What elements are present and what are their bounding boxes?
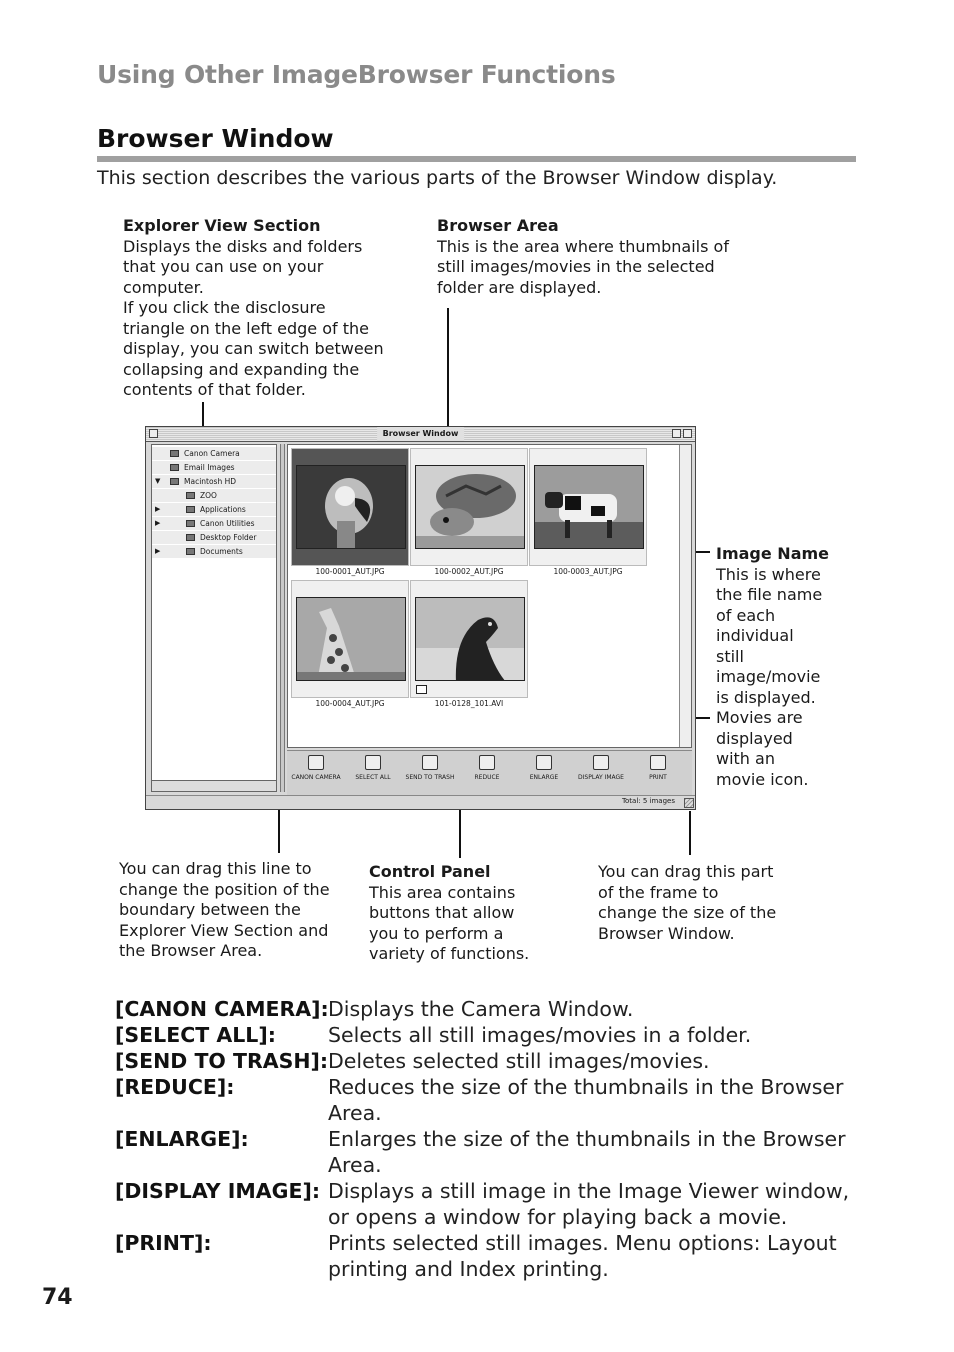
folder-icon bbox=[186, 506, 195, 513]
resize-handle-icon[interactable] bbox=[684, 798, 694, 808]
control-panel bbox=[287, 750, 692, 795]
disclosure-triangle-icon[interactable]: ▶ bbox=[155, 519, 161, 527]
callout-line: You can drag this part bbox=[598, 862, 774, 881]
definition-row bbox=[115, 1022, 855, 1048]
callout-line: triangle on the left edge of the bbox=[123, 318, 369, 338]
callout-line: Movies are bbox=[716, 708, 803, 727]
image-name: 100-0004_AUT.JPG bbox=[315, 699, 385, 708]
tree-item[interactable] bbox=[152, 461, 276, 475]
thumbnail-frame bbox=[529, 448, 647, 566]
image-name: 100-0003_AUT.JPG bbox=[553, 567, 623, 576]
control-button-canon-camera[interactable] bbox=[289, 755, 343, 781]
window-title: Browser Window bbox=[377, 427, 465, 441]
page-heading: Browser Window bbox=[97, 124, 334, 153]
tree-item-label: Documents bbox=[200, 547, 243, 556]
callout-title: Browser Area bbox=[437, 216, 559, 235]
movie-icon bbox=[416, 685, 427, 694]
definition-description: Displays a still image in the Image Viewer window, or opens a window for playing back a movie. bbox=[328, 1179, 850, 1229]
callout-line: display, you can switch between bbox=[123, 339, 384, 358]
callout-line: the Browser Area. bbox=[119, 941, 263, 960]
image-name: 100-0001_AUT.JPG bbox=[315, 567, 385, 576]
disclosure-triangle-icon[interactable]: ▶ bbox=[155, 505, 161, 513]
control-button-label: DISPLAY IMAGE bbox=[578, 774, 624, 781]
callout-lines bbox=[716, 565, 829, 791]
definition-term: [DISPLAY IMAGE]: bbox=[115, 1179, 321, 1203]
thumbnail-frame bbox=[291, 448, 409, 566]
heading-rule bbox=[97, 156, 856, 162]
button-definitions bbox=[115, 996, 855, 1282]
tree-item[interactable] bbox=[152, 447, 276, 461]
callout-line: Explorer View Section and bbox=[119, 920, 329, 940]
callout-line: you to perform a bbox=[369, 923, 504, 943]
callout-line: contents of that folder. bbox=[123, 380, 306, 399]
definition-term: [ENLARGE]: bbox=[115, 1127, 249, 1151]
image-name: 100-0002_AUT.JPG bbox=[434, 567, 504, 576]
callout-title: Image Name bbox=[716, 544, 830, 563]
callout-browser-area bbox=[437, 216, 729, 298]
callout-line: of each bbox=[716, 605, 776, 625]
browser-window bbox=[145, 426, 696, 810]
browser-scrollbar[interactable] bbox=[679, 445, 691, 747]
callout-line: still bbox=[716, 646, 744, 666]
control-button-print[interactable] bbox=[631, 755, 685, 781]
select-all-icon bbox=[365, 755, 381, 770]
callout-title: Control Panel bbox=[369, 862, 491, 881]
thumbnail-image bbox=[415, 465, 525, 549]
tree-item-label: Canon Utilities bbox=[200, 519, 255, 528]
tree-item-label: Email Images bbox=[184, 463, 235, 472]
callout-line: the file name bbox=[716, 585, 823, 604]
callout-line: displayed bbox=[716, 728, 793, 748]
callout-line: movie icon. bbox=[716, 769, 809, 789]
disclosure-triangle-icon[interactable]: ▶ bbox=[155, 547, 161, 555]
boundary-drag-line[interactable] bbox=[280, 444, 285, 792]
definition-term: [SELECT ALL]: bbox=[115, 1023, 276, 1047]
control-button-label: SELECT ALL bbox=[355, 774, 391, 781]
thumbnail-frame bbox=[291, 580, 409, 698]
trash-icon bbox=[422, 755, 438, 770]
thumbnail-cow[interactable] bbox=[529, 448, 647, 578]
explorer-scrollbar[interactable] bbox=[152, 780, 276, 791]
callout-line: This area contains bbox=[369, 882, 516, 902]
callout-line: folder are displayed. bbox=[437, 277, 602, 297]
control-button-select-all[interactable] bbox=[346, 755, 400, 781]
callout-lines bbox=[119, 859, 330, 962]
tree-item[interactable] bbox=[152, 531, 276, 545]
tree-item-label: ZOO bbox=[200, 491, 217, 500]
thumbnail-giraffe[interactable] bbox=[291, 580, 409, 710]
intro-text: This section describes the various parts of the Browser Window display. bbox=[97, 167, 778, 189]
thumbnail-image bbox=[534, 465, 644, 549]
thumbnail-tortoise[interactable] bbox=[410, 448, 528, 578]
thumbnail-image bbox=[296, 597, 406, 681]
definition-row bbox=[115, 1230, 855, 1282]
folder-icon bbox=[170, 450, 179, 457]
callout-drag-line bbox=[119, 859, 330, 962]
disclosure-triangle-icon[interactable]: ▼ bbox=[155, 477, 161, 485]
tree-item-label: Applications bbox=[200, 505, 246, 514]
callout-image-name bbox=[716, 544, 829, 790]
folder-icon bbox=[186, 548, 195, 555]
definition-description: Prints selected still images. Menu options: Layout printing and Index printing. bbox=[328, 1231, 837, 1281]
definition-term: [CANON CAMERA]: bbox=[115, 997, 329, 1021]
explorer-view bbox=[151, 444, 277, 792]
leader-drag-frame bbox=[689, 811, 691, 855]
folder-icon bbox=[186, 492, 195, 499]
definition-description: Reduces the size of the thumbnails in the Browser Area. bbox=[328, 1075, 844, 1125]
callout-line: If you click the disclosure bbox=[123, 298, 326, 317]
thumbnail-frame bbox=[410, 448, 528, 566]
callout-line: Browser Window. bbox=[598, 923, 735, 943]
callout-line: You can drag this line to bbox=[119, 859, 312, 878]
callout-line: This is where bbox=[716, 564, 821, 584]
close-box-icon[interactable] bbox=[149, 429, 158, 438]
thumbnail-sea-lion[interactable] bbox=[410, 580, 528, 710]
tree-item-label: Canon Camera bbox=[184, 449, 240, 458]
tree-item[interactable] bbox=[152, 475, 276, 489]
definition-row bbox=[115, 1074, 855, 1126]
thumbnail-image bbox=[415, 597, 525, 681]
callout-control-panel bbox=[369, 862, 529, 965]
callout-drag-frame bbox=[598, 862, 776, 944]
definition-row bbox=[115, 1126, 855, 1178]
callout-explorer-view bbox=[123, 216, 384, 401]
control-button-display-image[interactable] bbox=[574, 755, 628, 781]
callout-line: individual bbox=[716, 626, 794, 645]
folder-icon bbox=[170, 464, 179, 471]
page-number: 74 bbox=[42, 1285, 73, 1310]
tree-item-label: Desktop Folder bbox=[200, 533, 257, 542]
definition-description: Enlarges the size of the thumbnails in the Browser Area. bbox=[328, 1127, 846, 1177]
callout-line: image/movie bbox=[716, 667, 821, 686]
folder-icon bbox=[170, 478, 179, 485]
control-button-enlarge[interactable] bbox=[517, 755, 571, 781]
tree-item-label: Macintosh HD bbox=[184, 477, 237, 486]
callout-line: change the position of the bbox=[119, 879, 330, 899]
control-button-send-to-trash[interactable] bbox=[403, 755, 457, 781]
camera-icon bbox=[308, 755, 324, 770]
definition-row bbox=[115, 1048, 855, 1074]
control-button-reduce[interactable] bbox=[460, 755, 514, 781]
callout-line: computer. bbox=[123, 277, 204, 297]
callout-line: Displays the disks and folders bbox=[123, 236, 363, 256]
zoom-out-icon bbox=[479, 755, 495, 770]
callout-line: buttons that allow bbox=[369, 903, 515, 922]
callout-line: with an bbox=[716, 749, 775, 768]
definition-description: Displays the Camera Window. bbox=[328, 997, 634, 1021]
control-button-label: SEND TO TRASH bbox=[405, 774, 455, 781]
tree-item[interactable] bbox=[152, 545, 276, 559]
tree-item[interactable] bbox=[152, 517, 276, 531]
display-image-icon bbox=[593, 755, 609, 770]
definition-term: [REDUCE]: bbox=[115, 1075, 235, 1099]
callout-line: boundary between the bbox=[119, 900, 301, 919]
browser-area bbox=[287, 444, 692, 748]
folder-icon bbox=[186, 534, 195, 541]
status-bar bbox=[146, 795, 695, 809]
window-titlebar[interactable] bbox=[146, 427, 695, 442]
status-text: Total: 5 images bbox=[621, 797, 675, 805]
callout-title: Explorer View Section bbox=[123, 216, 321, 235]
tree-item[interactable] bbox=[152, 503, 276, 517]
callout-line: that you can use on your bbox=[123, 257, 324, 276]
callout-line: collapsing and expanding the bbox=[123, 359, 360, 379]
thumbnail-parrot[interactable] bbox=[291, 448, 409, 578]
definition-row bbox=[115, 996, 855, 1022]
definition-description: Deletes selected still images/movies. bbox=[328, 1049, 710, 1073]
callout-line: This is the area where thumbnails of bbox=[437, 236, 729, 256]
callout-line: is displayed. bbox=[716, 687, 816, 707]
callout-line: of the frame to bbox=[598, 882, 719, 902]
thumbnail-image bbox=[296, 465, 406, 549]
control-button-label: CANON CAMERA bbox=[291, 774, 341, 781]
callout-lines bbox=[123, 237, 384, 401]
callout-lines bbox=[598, 862, 776, 944]
callout-line: still images/movies in the selected bbox=[437, 257, 715, 276]
control-button-label: ENLARGE bbox=[529, 774, 559, 781]
section-title: Using Other ImageBrowser Functions bbox=[97, 60, 616, 89]
callout-line: variety of functions. bbox=[369, 944, 530, 963]
thumbnail-frame bbox=[410, 580, 528, 698]
folder-icon bbox=[186, 520, 195, 527]
tree-item[interactable] bbox=[152, 489, 276, 503]
definition-description: Selects all still images/movies in a folder. bbox=[328, 1023, 752, 1047]
definition-term: [PRINT]: bbox=[115, 1231, 212, 1255]
printer-icon bbox=[650, 755, 666, 770]
callout-line: change the size of the bbox=[598, 903, 777, 922]
zoom-box-icon[interactable] bbox=[672, 429, 681, 438]
collapse-box-icon[interactable] bbox=[683, 429, 692, 438]
callout-lines bbox=[369, 883, 529, 965]
zoom-in-icon bbox=[536, 755, 552, 770]
control-button-label: REDUCE bbox=[474, 774, 500, 781]
definition-row bbox=[115, 1178, 855, 1230]
definition-term: [SEND TO TRASH]: bbox=[115, 1049, 329, 1073]
control-button-label: PRINT bbox=[649, 774, 667, 781]
image-name: 101-0128_101.AVI bbox=[434, 699, 504, 708]
callout-lines bbox=[437, 237, 729, 299]
